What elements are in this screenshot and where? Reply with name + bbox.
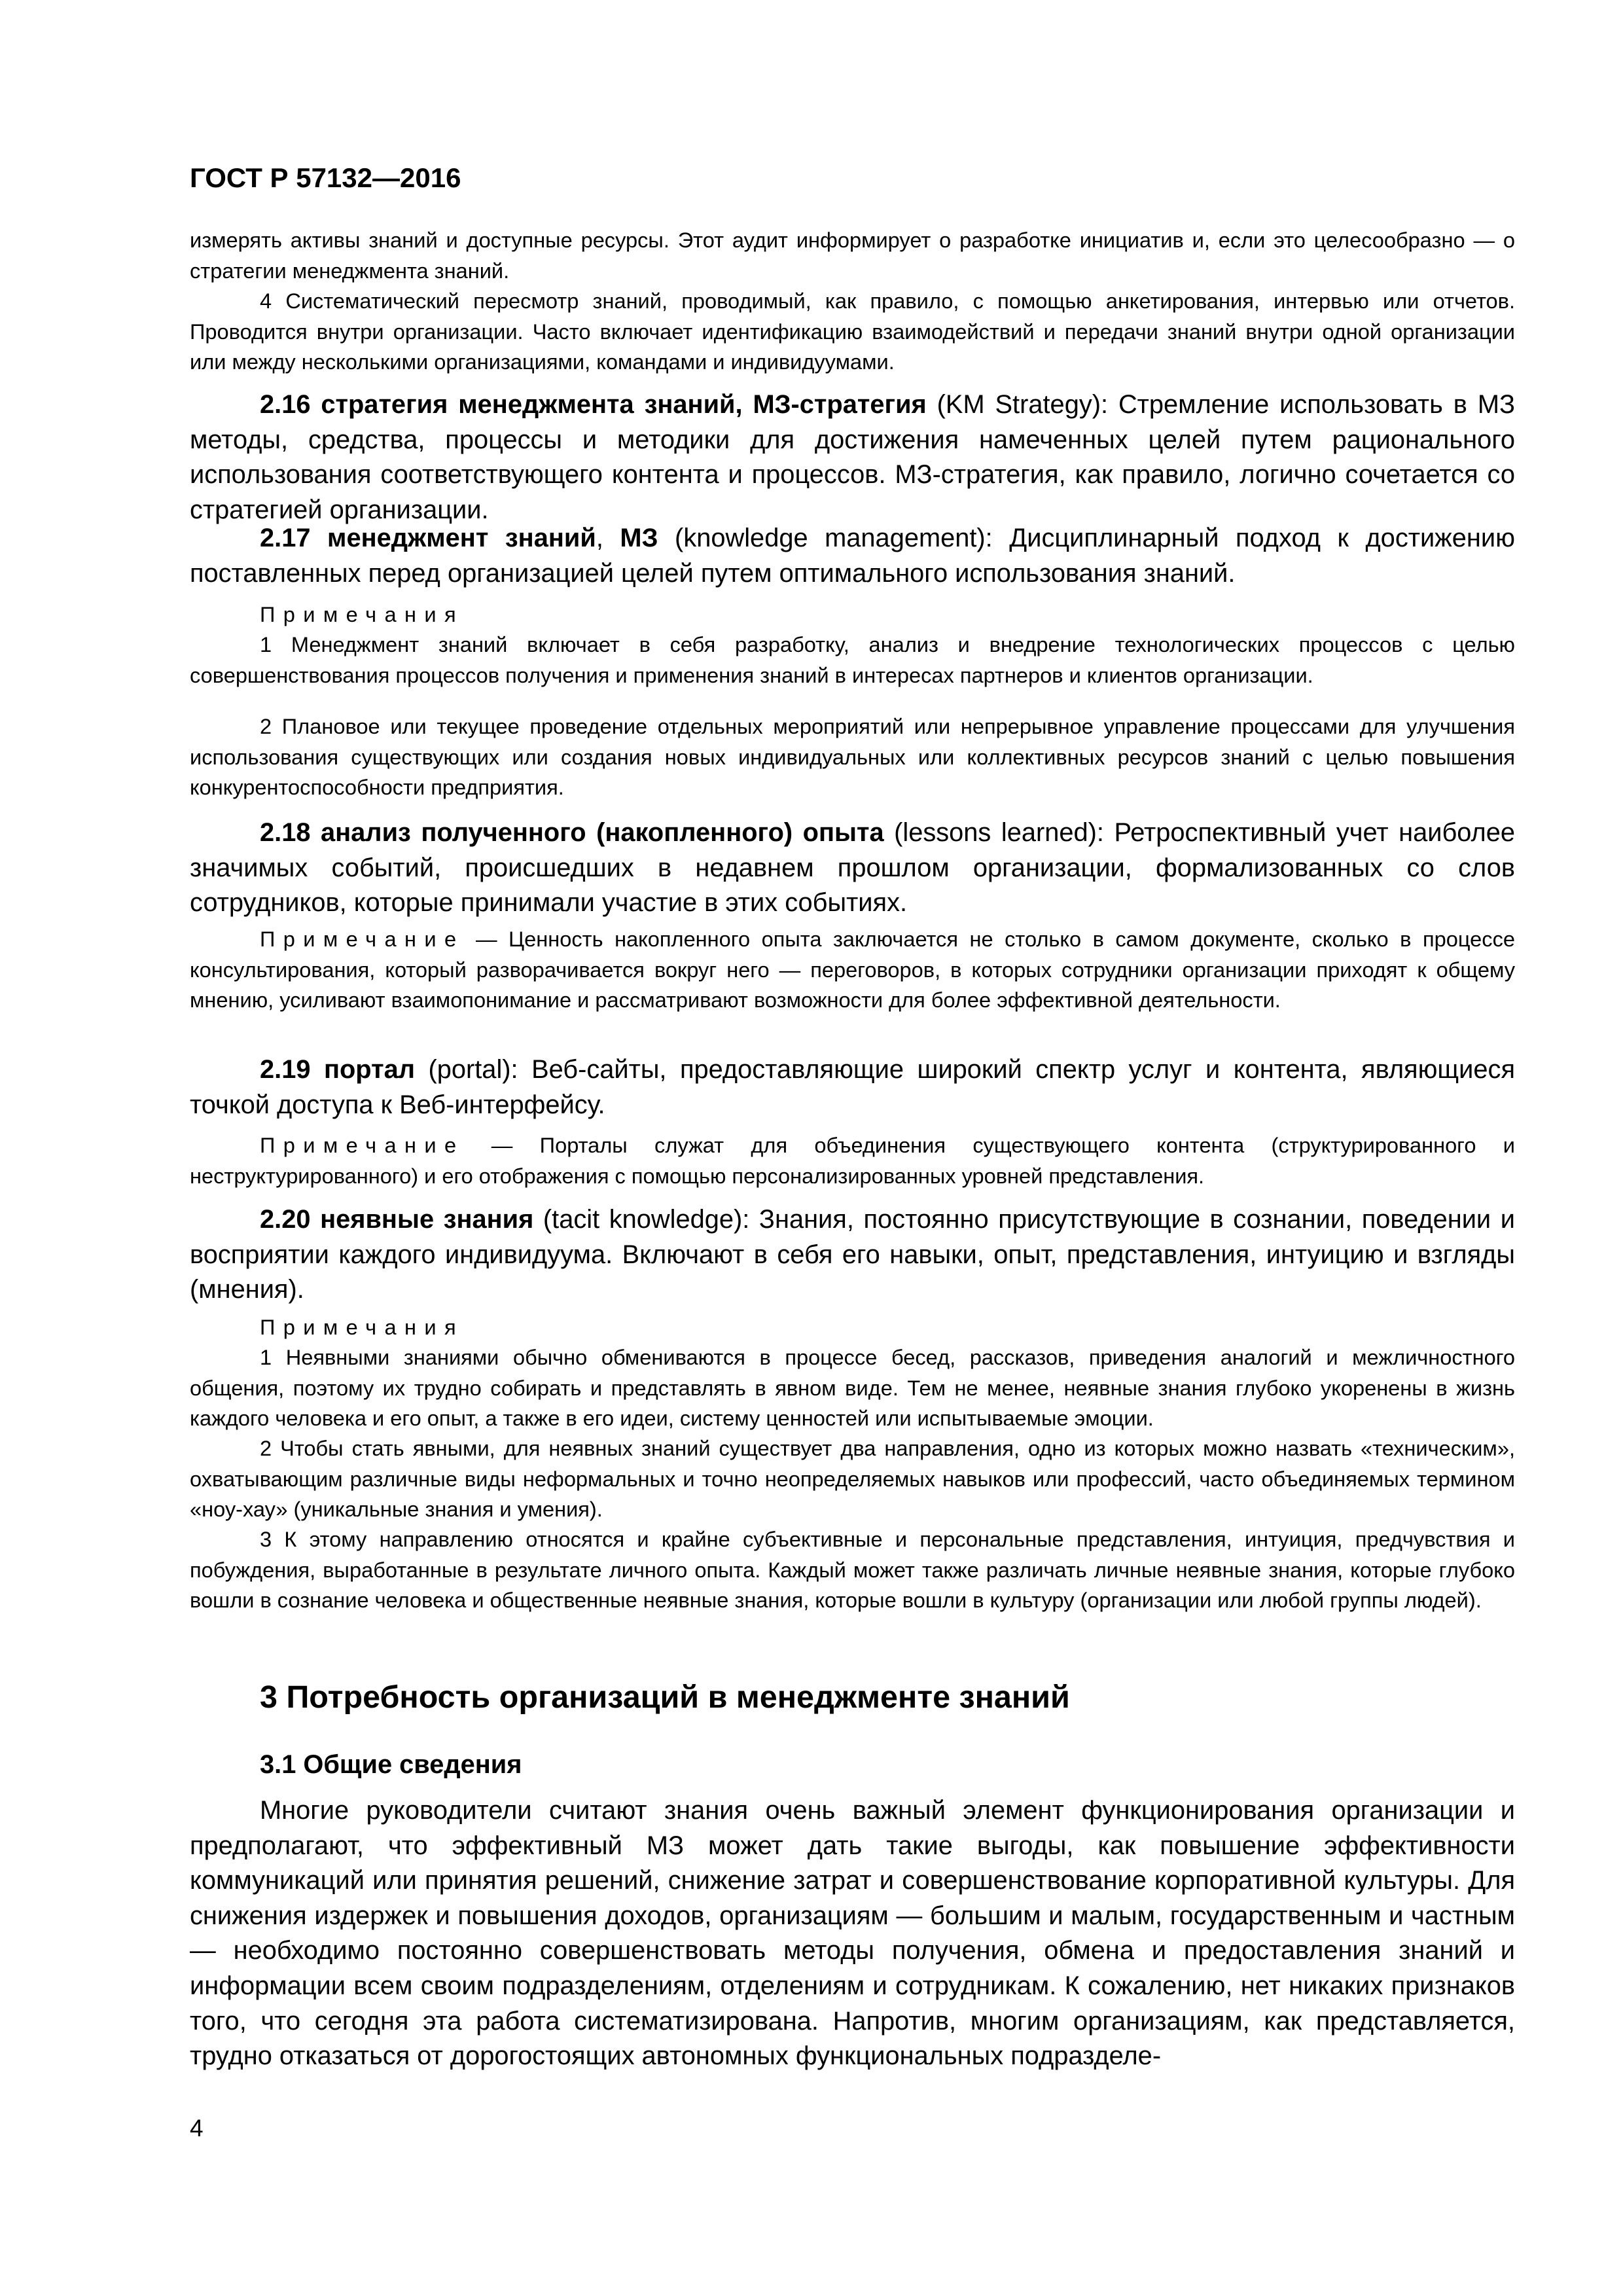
notes-heading: Примечания xyxy=(260,602,464,626)
note-label: Примечание xyxy=(260,1133,465,1157)
note-2-18 xyxy=(190,924,1515,1016)
note-label: Примечание xyxy=(260,927,465,951)
page-number: 4 xyxy=(190,2115,204,2142)
note-2: 2 Чтобы стать явными, для неявных знаний существует два направления, одно из которых можно назвать «техническим», охватывающим различные виды неформальных и точно неопределяемых навыков или профессий, часто объединяемых термином «ноу-хау» (уникальные знания и умения). xyxy=(190,1436,1515,1521)
term-2-18 xyxy=(190,816,1515,921)
note-4: 4 Систематический пересмотр знаний, проводимый, как правило, с помощью анкетирования, интервью или отчетов. Проводится внутри организации. Часто включает идентификацию взаимодействий и передачи знаний внутри одной организации или между несколькими организациями, командами и индивидуумами. xyxy=(190,289,1515,374)
term-title: менеджмент знаний xyxy=(327,524,596,552)
section-3-heading: 3 Потребность организаций в менеджменте знаний xyxy=(260,1679,1070,1715)
term-definition: (KM Strategy): Стремление использовать в МЗ методы, средства, процессы и методики для достижения намеченных целей путем рационального использования соответствующего контента и процессов. МЗ-стратегия, как правило, логично сочетается со стратегией организации. xyxy=(190,390,1516,524)
term-definition: (portal): Веб-сайты, предоставляющие широкий спектр услуг и контента, являющиеся точкой доступа к Веб-интерфейсу. xyxy=(190,1055,1515,1119)
note-2: 2 Плановое или текущее проведение отдельных мероприятий или непрерывное управление процессами для улучшения использования существующих или создания новых индивидуальных или коллективных ресурсов знаний с целью повышения конкурентоспособности предприятия. xyxy=(190,714,1515,799)
term-definition: (knowledge management): Дисциплинарный подход к достижению поставленных перед организацией целей путем оптимального использования знаний. xyxy=(190,524,1515,588)
continued-paragraph: измерять активы знаний и доступные ресурсы. Этот аудит информирует о разработке инициатив и, если это целесообразно — о стратегии менеджмента знаний. xyxy=(190,228,1515,283)
term-title: анализ полученного (накопленного) опыта xyxy=(321,818,884,847)
term-separator: , xyxy=(596,524,620,552)
term-2-20 xyxy=(190,1202,1515,1308)
note-3: 3 К этому направлению относятся и крайне субъективные и персональные представления, интуиция, предчувствия и побуждения, выработанные в результате личного опыта. Каждый может также различать личные неявные знания, которые глубоко вошли в сознание человека и общественные неявные знания, которые вошли в культуру (организации или любой группы людей). xyxy=(190,1527,1515,1612)
section-3-1-paragraph: Многие руководители считают знания очень важный элемент функционирования организации и предполагают, что эффективный МЗ может дать такие выгоды, как повышение эффективности коммуникаций или принятия решений, снижение затрат и совершенствование корпоративной культуры. Для снижения издержек и повышения доходов, организациям — большим и малым, государственным и частным — необходимо постоянно совершенствовать методы получения, обмена и предоставления знаний и информации всем своим подразделениям, отделениям и сотрудникам. К сожалению, нет никаких признаков того, что сегодня эта работа систематизирована. Напротив, многим организациям, как представляется, трудно отказаться от дорогостоящих автономных функциональных подразделе- xyxy=(190,1796,1515,2071)
section-3-1-heading: 3.1 Общие сведения xyxy=(260,1750,522,1779)
standard-code-header: ГОСТ Р 57132—2016 xyxy=(190,162,461,193)
term-2-19 xyxy=(190,1052,1515,1122)
note-text: — Ценность накопленного опыта заключается не столько в самом документе, сколько в процессе консультирования, который разворачивается вокруг него — переговоров, в которых сотрудники организации приходят к общему мнению, усиливают взаимопонимание и рассматривают возможности для более эффективной деятельности. xyxy=(190,927,1515,1012)
term-number: 2.17 xyxy=(260,524,311,552)
term-number: 2.16 xyxy=(260,390,311,419)
term-number: 2.19 xyxy=(260,1055,311,1084)
term-definition: (tacit knowledge): Знания, постоянно присутствующие в сознании, поведении и восприятии каждого индивидуума. Включают в себя его навыки, опыт, представления, интуицию и взгляды (мнения). xyxy=(190,1205,1515,1304)
note-1: 1 Неявными знаниями обычно обмениваются в процессе бесед, рассказов, приведения аналогий и межличностного общения, поэтому их трудно собирать и представлять в явном виде. Тем не менее, неявные знания глубоко укоренены в жизнь каждого человека и его опыт, а также в его идеи, систему ценностей или испытываемые эмоции. xyxy=(190,1345,1515,1430)
term-definition: (lessons learned): Ретроспективный учет наиболее значимых событий, происшедших в недавнем прошлом организации, формализованных со слов сотрудников, которые принимали участие в этих событиях. xyxy=(190,818,1515,918)
term-title: портал xyxy=(323,1055,415,1084)
note-1: 1 Менеджмент знаний включает в себя разработку, анализ и внедрение технологических процессов с целью совершенствования процессов получения и применения знаний в интересах партнеров и клиентов организации. xyxy=(190,632,1515,687)
term-number: 2.18 xyxy=(260,818,311,847)
term-title: неявные знания xyxy=(320,1205,534,1234)
note-2-19 xyxy=(190,1130,1515,1191)
notes-heading: Примечания xyxy=(260,1315,464,1339)
term-2-16 xyxy=(190,387,1515,528)
term-title: стратегия менеджмента знаний, МЗ-стратегия xyxy=(321,390,927,419)
term-abbreviation: МЗ xyxy=(620,524,658,552)
term-2-17 xyxy=(190,521,1515,591)
note-text: — Порталы служат для объединения существующего контента (структурированного и неструктурированного) и его отображения с помощью персонализированных уровней представления. xyxy=(190,1133,1515,1188)
term-number: 2.20 xyxy=(260,1205,311,1234)
